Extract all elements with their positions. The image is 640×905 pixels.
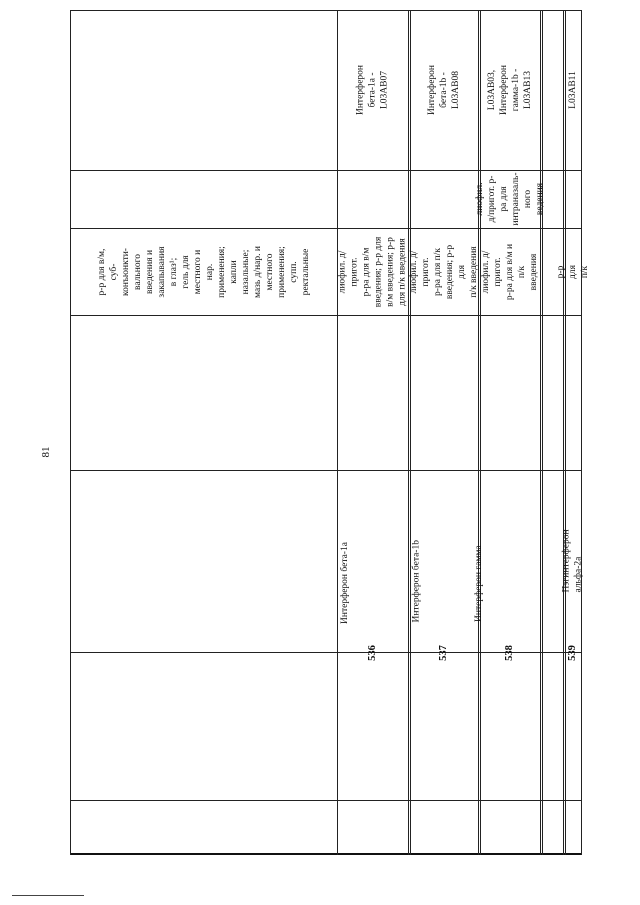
table-row-538-number (480, 645, 540, 661)
table-right-border (581, 10, 582, 855)
table-row-537-form-col4 (410, 228, 478, 315)
table-row-538-form-col4 (480, 228, 540, 315)
dosage-form-text: лиофил. д/пригот. р-ра для в/м введения; р-р для в/м введения; р-р для п/к введения (337, 236, 408, 307)
column-line (70, 800, 582, 801)
row-line (563, 10, 564, 855)
table-row-538-atc-text (480, 10, 540, 170)
table-cell-form-col5 (70, 228, 337, 315)
dosage-form-text: лиофил. д/пригот. р- ра для интраназаль- ного ведения (475, 172, 545, 226)
table-row-536-name (337, 470, 408, 652)
table-row-537-number (410, 645, 478, 661)
table-row-539-form-col4 (556, 228, 590, 315)
atc-code: Интерферон бета-1b - L03AB08 (427, 64, 461, 116)
table-row-536-number (337, 645, 408, 661)
page-number (40, 442, 60, 462)
row-line (408, 10, 409, 855)
table-row-536-atc (337, 10, 408, 170)
column-line (70, 315, 582, 316)
dosage-form-text: лиофил. д/пригот. р-ра для в/м и п/к введения (481, 243, 539, 300)
row-number: 539 (567, 645, 578, 661)
atc-code: L03AB11 (568, 71, 578, 109)
table-row-538-name (474, 470, 540, 652)
table-row-538-atc (542, 10, 563, 170)
table-left-border (70, 10, 71, 855)
table-row-539-number (565, 645, 581, 661)
page-number-text: 81 (40, 446, 52, 458)
row-number: 538 (504, 645, 515, 661)
row-number: 536 (366, 645, 378, 661)
dosage-form-text: лиофил. д/пригот. р-ра для п/к введения; р-р для п/к введения (409, 244, 479, 299)
atc-code: Интерферон бета-1a - L03AB07 (355, 64, 390, 116)
row-line (540, 10, 541, 855)
footnote-rule (12, 895, 84, 896)
table-row-537-name (410, 470, 478, 652)
table-row-537-atc-text (410, 10, 478, 170)
drug-name: Интерферон бета-1b (411, 540, 422, 623)
table-bottom-border (70, 853, 582, 855)
drug-table (70, 10, 590, 855)
drug-name: Интерферон бета-1a (340, 542, 350, 624)
dosage-form-text: р-р для п/к (556, 264, 590, 279)
table-row-539-name (562, 470, 585, 652)
row-number: 537 (438, 645, 449, 661)
drug-name: Пэгинтерферон альфа-2a (562, 529, 585, 593)
atc-code: L03AB03, Интерферон гамма-1b - L03AB13 (487, 64, 533, 116)
dosage-form-text: р-р для в/м, суб- конъюнкти- вального введения и закапывания в глаз¹; гель для местного и нар. применения; капли назальные; мазь д/нар. и местного применения; супп. ректальные (96, 245, 311, 298)
row-line (478, 10, 479, 855)
table-row-536-form-col4 (337, 228, 408, 315)
table-row-539-atc (565, 10, 581, 170)
drug-name: Интерферон гамма (474, 545, 484, 622)
table-row-538-form-col5 (475, 170, 545, 228)
